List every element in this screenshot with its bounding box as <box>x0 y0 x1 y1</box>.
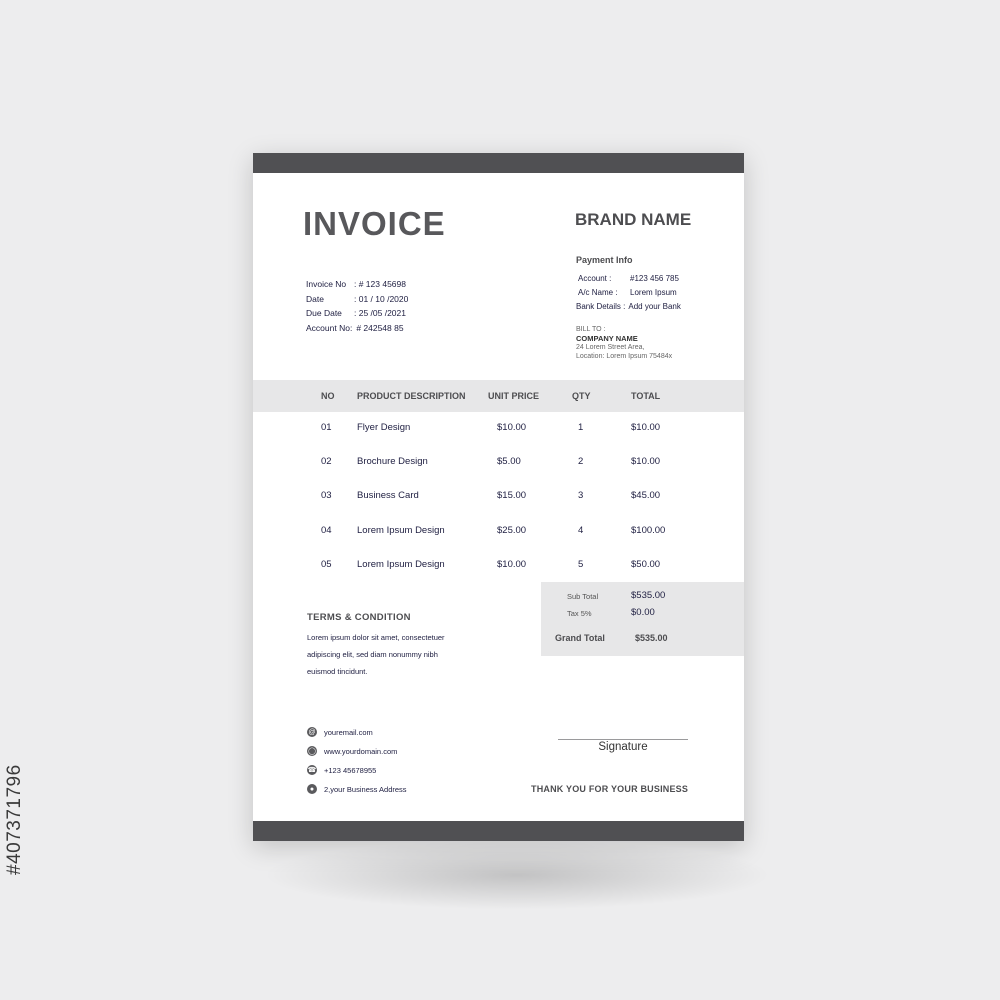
row-unit-price: $10.00 <box>497 422 527 433</box>
grand-total-value: $535.00 <box>635 633 668 643</box>
page-shadow <box>262 840 772 910</box>
row-no: 03 <box>321 490 332 501</box>
row-unit-price: $5.00 <box>497 456 521 467</box>
bill-to <box>576 325 672 361</box>
terms-text: Lorem ipsum dolor sit amet, consectetuer adipiscing elit, sed diam nonummy nibh euismod tincidunt. <box>307 633 445 676</box>
column-header-total: TOTAL <box>631 391 661 401</box>
top-band <box>253 153 744 173</box>
row-total: $10.00 <box>631 456 661 467</box>
row-description: Business Card <box>357 490 419 501</box>
contact-email: @ youremail.com <box>308 727 373 737</box>
brand-name: BRAND NAME <box>575 210 692 229</box>
row-unit-price: $25.00 <box>497 525 527 536</box>
payment-row-bank: Bank Details : Add your Bank <box>576 302 681 311</box>
row-total: $10.00 <box>631 422 661 433</box>
column-header-no: NO <box>321 391 335 401</box>
globe-icon: ◯ <box>308 748 316 755</box>
terms-title: TERMS & CONDITION <box>307 612 411 623</box>
row-total: $100.00 <box>631 525 666 536</box>
bill-to-label: BILL TO : <box>576 326 606 333</box>
invoice-page <box>253 153 744 841</box>
bill-to-address1: 24 Lorem Street Area, <box>576 344 645 351</box>
bottom-band <box>253 821 744 841</box>
row-no: 02 <box>321 456 332 467</box>
meta-row-date: Date : 01 / 10 /2020 <box>306 293 409 304</box>
signature-line <box>558 739 688 740</box>
phone-icon: ☎ <box>307 767 317 774</box>
payment-row-account: Account : #123 456 785 <box>578 274 679 283</box>
grand-total-label: Grand Total <box>555 633 605 643</box>
signature-label: Signature <box>598 741 648 753</box>
payment-info-title: Payment Info <box>576 255 633 265</box>
row-unit-price: $15.00 <box>497 490 527 501</box>
row-qty: 4 <box>578 525 584 536</box>
row-qty: 5 <box>578 559 584 570</box>
row-unit-price: $10.00 <box>497 559 527 570</box>
bill-to-company: COMPANY NAME <box>576 334 638 343</box>
email-icon: @ <box>308 728 316 736</box>
row-description: Flyer Design <box>357 422 411 433</box>
tax-label: Tax 5% <box>567 609 592 618</box>
column-header-qty: QTY <box>572 391 591 401</box>
meta-row-due-date: Due Date : 25 /05 /2021 <box>306 308 406 318</box>
subtotal-value: $535.00 <box>631 590 666 601</box>
row-description: Brochure Design <box>357 456 428 467</box>
contact-address: ● 2,your Business Address <box>307 784 407 794</box>
subtotal-label: Sub Total <box>567 592 599 601</box>
meta-row-account: Account No: # 242548 85 <box>306 322 404 333</box>
contact-phone: ☎ +123 45678955 <box>307 765 377 775</box>
invoice-meta <box>306 277 408 335</box>
location-icon: ● <box>307 784 317 794</box>
row-qty: 1 <box>578 422 584 433</box>
meta-row-invoice-no: Invoice No : # 123 45698 <box>306 279 406 289</box>
thank-you-message: THANK YOU FOR YOUR BUSINESS <box>531 784 689 794</box>
row-no: 05 <box>321 559 332 570</box>
row-qty: 3 <box>578 490 584 501</box>
tax-value: $0.00 <box>631 607 655 618</box>
column-header-unit-price: UNIT PRICE <box>488 391 540 401</box>
row-description: Lorem Ipsum Design <box>357 525 445 536</box>
invoice-title: INVOICE <box>303 205 446 242</box>
row-no: 01 <box>321 422 332 433</box>
stock-id-label: #407371796 <box>4 764 25 875</box>
row-no: 04 <box>321 525 332 536</box>
payment-row-name: A/c Name : Lorem Ipsum <box>578 288 677 297</box>
payment-info <box>576 272 681 314</box>
row-total: $50.00 <box>631 559 661 570</box>
bill-to-address2: Location: Lorem Ipsum 75484x <box>576 353 673 360</box>
row-description: Lorem Ipsum Design <box>357 559 445 570</box>
row-total: $45.00 <box>631 490 661 501</box>
column-header-description: PRODUCT DESCRIPTION <box>357 391 466 401</box>
contact-website: ◯ www.yourdomain.com <box>308 746 398 756</box>
row-qty: 2 <box>578 456 584 467</box>
